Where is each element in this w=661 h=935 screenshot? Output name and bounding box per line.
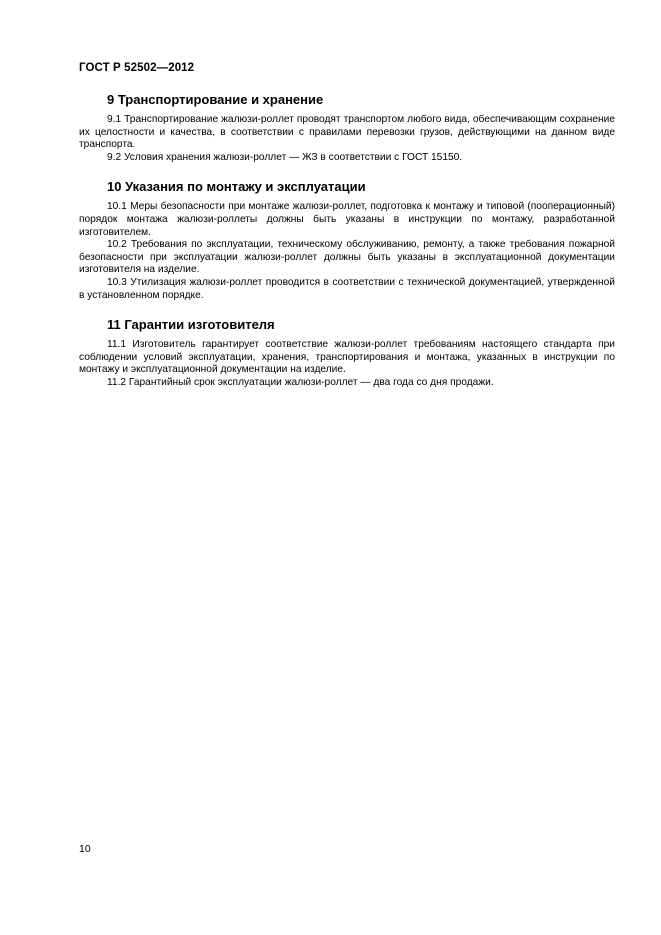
paragraph: 10.2 Требования по эксплуатации, техническому обслуживанию, ремонту, а также требования пожарной безопасности при эксплуатации жалюзи-роллет должны быть указаны в эксплуатационной документации изготовителя на изделие. <box>79 239 615 276</box>
page-number: 10 <box>79 843 91 855</box>
document-body <box>79 92 615 405</box>
paragraph: 11.2 Гарантийный срок эксплуатации жалюзи-роллет — два года со дня продажи. <box>107 376 494 388</box>
paragraph: 11.1 Изготовитель гарантирует соответствие жалюзи-роллет требованиям настоящего стандарта при соблюдении условий эксплуатации, хранения, транспортирования и монтажа, указанных в инструкции по монтажу и эксплуатационной документации на изделие. <box>79 339 615 376</box>
paragraph: 9.1 Транспортирование жалюзи-роллет проводят транспортом любого вида, обеспечивающим сохранение их целостности и качества, в соответствии с правилами перевозки грузов, действующими на данном виде транспорта. <box>79 114 615 151</box>
section-title: 10 Указания по монтажу и эксплуатации <box>107 179 366 195</box>
document-header: ГОСТ Р 52502—2012 <box>79 62 195 74</box>
section-transport-storage <box>79 92 615 164</box>
section-title: 11 Гарантии изготовителя <box>107 317 275 333</box>
paragraph: 9.2 Условия хранения жалюзи-роллет — ЖЗ в соответствии с ГОСТ 15150. <box>107 151 463 163</box>
section-manufacturer-warranty <box>79 317 615 389</box>
section-installation-operation <box>79 179 615 302</box>
paragraph: 10.1 Меры безопасности при монтаже жалюзи-роллет, подготовка к монтажу и типовой (пооперационный) порядок монтажа жалюзи-роллеты должны быть указаны в инструкции по монтажу, разработанной изготовителем. <box>79 201 615 238</box>
section-title: 9 Транспортирование и хранение <box>107 92 324 107</box>
paragraph: 10.3 Утилизация жалюзи-роллет проводится в соответствии с технической документацией, утвержденной в установленном порядке. <box>79 276 615 301</box>
